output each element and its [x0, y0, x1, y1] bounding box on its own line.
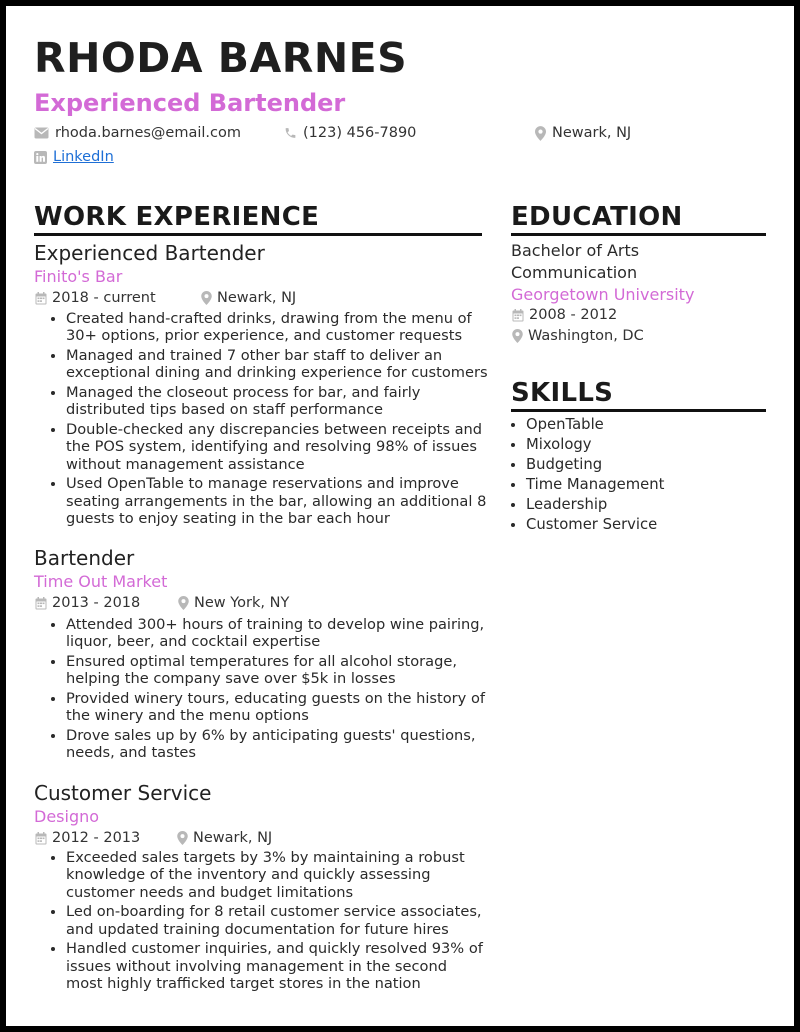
map-pin-icon: [535, 126, 546, 141]
job-title: Bartender: [34, 546, 135, 570]
candidate-headline: Experienced Bartender: [34, 89, 346, 117]
map-pin-icon: [177, 831, 188, 845]
job-bullets: [34, 849, 488, 995]
envelope-icon: [34, 127, 49, 139]
skills-rule: [511, 409, 766, 412]
list-item: • Exceeded sales targets by 3% by maintaining a robust knowledge of the inventory and quickly assessing customer needs and budget limitations: [66, 849, 488, 901]
job-dates: 2018 - current: [35, 291, 156, 306]
contact-linkedin: [34, 150, 114, 165]
list-item: • Led on-boarding for 8 retail customer service associates, and updated training documentation for future hires: [66, 903, 488, 938]
job-meta: [35, 290, 297, 306]
email-text: rhoda.barnes@email.com: [55, 125, 241, 141]
list-item: • Created hand-crafted drinks, drawing from the menu of 30+ options, prior experience, and customer requests: [66, 310, 488, 345]
calendar-icon: [35, 832, 47, 845]
work-experience-heading: WORK EXPERIENCE: [34, 202, 320, 232]
skills-list: [511, 415, 664, 534]
job-bullets: [34, 310, 488, 530]
map-pin-icon: [512, 329, 523, 343]
list-item: • Handled customer inquiries, and quickly resolved 93% of issues without involving management in the second most highly trafficked target stores in the nation: [66, 940, 488, 992]
job-title: Customer Service: [34, 781, 212, 805]
list-item: • Budgeting: [526, 455, 664, 475]
education-heading: EDUCATION: [511, 202, 683, 232]
list-item: • Double-checked any discrepancies between receipts and the POS system, identifying and resolving 98% of issues without management assistance: [66, 421, 488, 473]
contact-email: [34, 126, 241, 141]
resume-page: [6, 6, 794, 1026]
list-item: • Time Management: [526, 475, 664, 495]
job-dates: 2012 - 2013: [35, 831, 140, 846]
list-item: • OpenTable: [526, 415, 664, 435]
school-name: Georgetown University: [511, 285, 695, 304]
list-item: • Leadership: [526, 495, 664, 515]
job-dates: 2013 - 2018: [35, 596, 140, 611]
job-location: Newark, NJ: [201, 291, 296, 306]
education-location: Washington, DC: [512, 329, 644, 344]
list-item: • Attended 300+ hours of training to develop wine pairing, liquor, beer, and cocktail expertise: [66, 616, 488, 651]
job-location: New York, NY: [178, 596, 289, 611]
list-item: • Managed the closeout process for bar, and fairly distributed tips based on staff performance: [66, 384, 488, 419]
degree-name: Bachelor of Arts: [511, 241, 640, 260]
list-item: • Customer Service: [526, 515, 664, 535]
phone-text: (123) 456-7890: [303, 125, 417, 141]
contact-phone: [284, 126, 416, 141]
linkedin-icon: [34, 151, 47, 164]
job-title: Experienced Bartender: [34, 241, 265, 265]
skills-heading: SKILLS: [511, 378, 614, 408]
calendar-icon: [35, 597, 47, 610]
education-rule: [511, 233, 766, 236]
company-name: Finito's Bar: [34, 267, 123, 286]
work-experience-rule: [34, 233, 482, 236]
candidate-name: RHODA BARNES: [34, 34, 408, 82]
company-name: Time Out Market: [34, 572, 168, 591]
phone-icon: [284, 126, 297, 140]
calendar-icon: [35, 292, 47, 305]
job-meta: [35, 595, 290, 611]
list-item: • Drove sales up by 6% by anticipating guests' questions, needs, and tastes: [66, 727, 488, 762]
linkedin-link[interactable]: LinkedIn: [53, 149, 114, 165]
list-item: • Managed and trained 7 other bar staff to deliver an exceptional dining and drinking experience for customers: [66, 347, 488, 382]
degree-major: Communication: [511, 263, 638, 282]
location-text: Newark, NJ: [552, 125, 632, 142]
job-meta: [35, 830, 273, 846]
list-item: • Used OpenTable to manage reservations and improve seating arrangements in the bar, allowing an additional 8 guests to enjoy seating in the bar each hour: [66, 475, 488, 527]
map-pin-icon: [178, 596, 189, 610]
job-location: Newark, NJ: [177, 831, 272, 846]
list-item: • Provided winery tours, educating guests on the history of the winery and the menu options: [66, 690, 488, 725]
contact-location: [535, 126, 631, 141]
list-item: • Ensured optimal temperatures for all alcohol storage, helping the company save over $5k in losses: [66, 653, 488, 688]
list-item: • Mixology: [526, 435, 664, 455]
job-bullets: [34, 616, 488, 764]
education-dates: 2008 - 2012: [512, 308, 617, 323]
calendar-icon: [512, 309, 524, 322]
map-pin-icon: [201, 291, 212, 305]
company-name: Designo: [34, 807, 100, 826]
